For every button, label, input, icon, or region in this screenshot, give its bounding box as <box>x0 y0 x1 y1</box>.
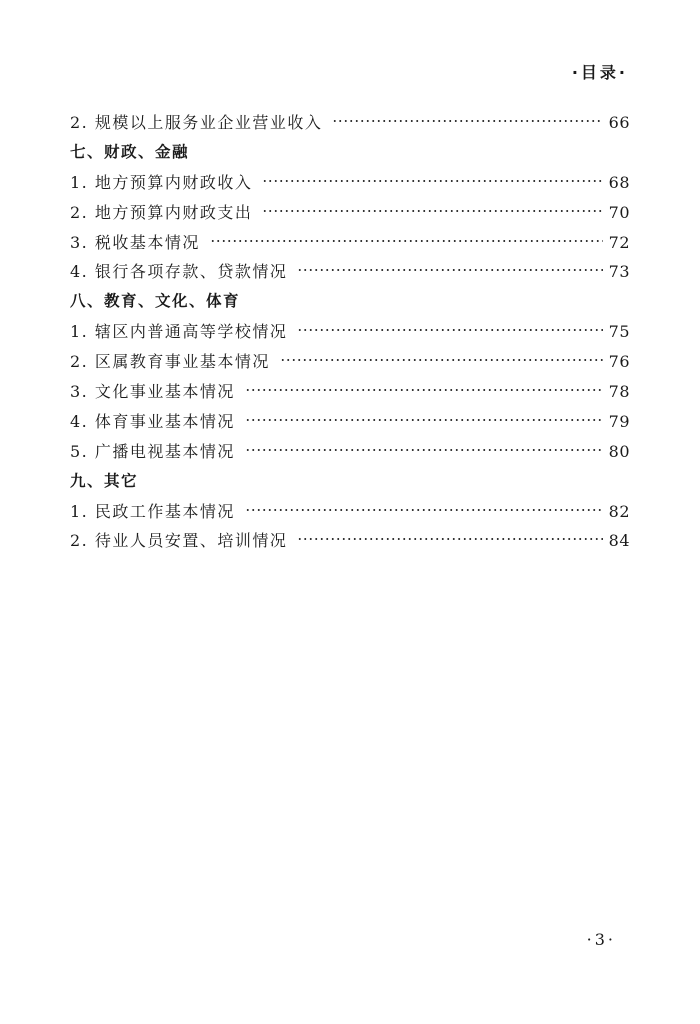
toc-entry <box>70 198 630 228</box>
dot-leader <box>210 238 603 244</box>
entry-title: 4. 银行各项存款、贷款情况 <box>70 262 288 282</box>
toc-section-heading <box>70 467 630 497</box>
entry-page-number: 82 <box>608 501 630 521</box>
entry-title: 1. 地方预算内财政收入 <box>70 172 253 192</box>
section-title: 九、其它 <box>70 471 139 490</box>
entry-page-number: 79 <box>608 411 630 431</box>
toc-entry <box>70 377 630 407</box>
entry-title: 5. 广播电视基本情况 <box>70 441 235 461</box>
dot-leader <box>332 118 602 124</box>
entry-title: 1. 民政工作基本情况 <box>70 501 235 521</box>
entry-page-number: 76 <box>608 352 630 372</box>
entry-title: 1. 辖区内普通高等学校情况 <box>70 322 288 342</box>
entry-page-number: 68 <box>608 172 630 192</box>
toc-section-heading <box>70 287 630 317</box>
section-title: 八、教育、文化、体育 <box>70 292 241 311</box>
toc-entry <box>70 497 630 527</box>
entry-page-number: 84 <box>608 531 630 551</box>
toc-entry <box>70 407 630 437</box>
toc-entry <box>70 168 630 198</box>
dot-leader <box>245 387 603 393</box>
entry-title: 2. 地方预算内财政支出 <box>70 202 253 222</box>
entry-title: 2. 规模以上服务业企业营业收入 <box>70 113 323 132</box>
dot-leader <box>297 327 602 333</box>
entry-page-number: 72 <box>608 232 630 252</box>
entry-page-number: 73 <box>608 262 630 282</box>
toc-entry <box>70 257 630 287</box>
dot-leader <box>262 178 602 184</box>
toc-entry <box>70 437 630 467</box>
toc-section-heading <box>70 138 630 168</box>
entry-title: 4. 体育事业基本情况 <box>70 411 235 431</box>
toc-entry <box>70 526 630 556</box>
entry-page-number: 70 <box>608 202 630 222</box>
entry-page-number: 66 <box>608 113 630 132</box>
entry-page-number: 80 <box>608 441 630 461</box>
toc-entry <box>70 228 630 258</box>
dot-leader <box>245 417 603 423</box>
dot-leader <box>245 507 603 513</box>
entry-title: 3. 文化事业基本情况 <box>70 382 235 402</box>
entry-title: 2. 待业人员安置、培训情况 <box>70 531 288 551</box>
table-of-contents <box>70 108 630 556</box>
toc-entry <box>70 347 630 377</box>
entry-title: 3. 税收基本情况 <box>70 232 200 252</box>
entry-title: 2. 区属教育事业基本情况 <box>70 352 270 372</box>
dot-leader <box>297 267 602 273</box>
entry-page-number: 78 <box>608 382 630 402</box>
dot-leader <box>245 447 603 453</box>
toc-entry <box>70 108 630 138</box>
section-title: 七、财政、金融 <box>70 142 190 161</box>
running-header: ·目录· <box>571 63 628 82</box>
page-number: ·3· <box>586 930 616 949</box>
entry-page-number: 75 <box>608 322 630 342</box>
dot-leader <box>262 208 602 214</box>
dot-leader <box>297 536 602 542</box>
dot-leader <box>280 357 603 363</box>
toc-entry <box>70 317 630 347</box>
